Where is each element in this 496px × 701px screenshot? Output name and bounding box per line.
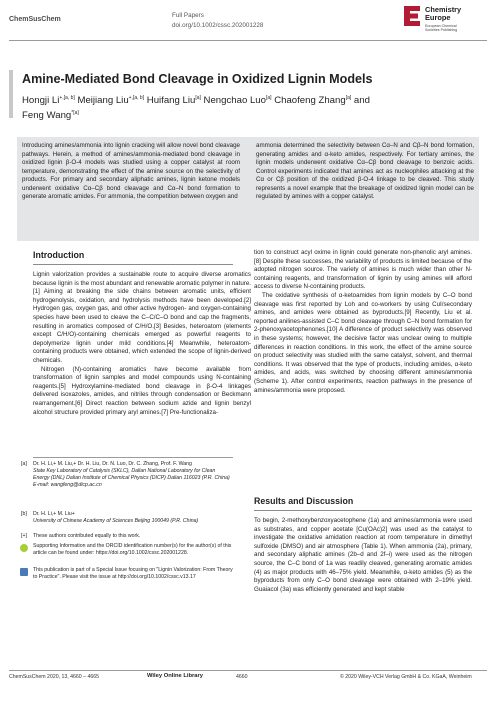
header-divider bbox=[9, 40, 487, 41]
author-name: Meijiang Liu bbox=[77, 95, 129, 106]
article-title: Amine-Mediated Bond Cleavage in Oxidized Lignin Models bbox=[22, 72, 373, 86]
author-affiliation: +,[a, b] bbox=[59, 95, 75, 101]
article-doi-link[interactable]: doi.org/10.1002/cssc.202001228 bbox=[172, 22, 264, 29]
footnote-special-issue bbox=[33, 567, 233, 581]
footnote-institution: University of Chinese Academy of Sciences Beijing 100049 (P.R. China) bbox=[33, 518, 199, 525]
paragraph: Nitrogen (N)-containing aromatics have become available from transformation of lignin samples and model compounds using N-containing reagents.[5] Hydroxylamine-mediated bond cleavage in β-O-4 linkages delivered isoxazoles, amides, and nitriles through condensation or Beckmann rearrangement.[6] Direct reaction between sodium azide and lignin benzyl alcohol structure provided primary aryl amines.[7] Pre-functionaliza- bbox=[33, 365, 251, 416]
footnote-authors: Dr. H. Li,+ M. Liu+ bbox=[33, 511, 75, 517]
chemistry-europe-logo-icon bbox=[403, 5, 421, 27]
footnote-affiliation-a bbox=[21, 461, 233, 489]
author-conjunction: and bbox=[353, 95, 370, 106]
footnote-authors: Dr. H. Li,+ M. Liu,+ Dr. H. Liu, Dr. N. Luo, Dr. C. Zhang, Prof. F. Wang bbox=[33, 461, 192, 467]
chemistry-europe-logo bbox=[403, 4, 493, 40]
footnote-institution: State Key Laboratory of Catalysis (SKLC), Dalian National Laboratory for Clean Energy (DNL) Dalian Institute of Chemical Physics (DICP) Dalian 116023 (P.R. China) bbox=[33, 468, 230, 482]
author-name: Huifang Liu bbox=[146, 95, 196, 106]
author-affiliation: *[a] bbox=[71, 110, 79, 116]
logo-title-line-1: Chemistry bbox=[425, 5, 462, 14]
introduction-heading: Introduction bbox=[33, 250, 85, 260]
footnote-supporting-info bbox=[33, 543, 233, 557]
abstract-text-right: ammonia determined the selectivity between Cα–N and Cβ–N bond formation, generating amides and α-keto amides, respectively. For tertiary amines, the lignin models underwent oxidative Cα–Cβ bond cleavage to benzoic acids. Control experiments indicated that amines act as nucleophiles attacking at the Cα or Cβ position of the oxidized β-O-4 linkage to be cleaved. This study represents a novel example that the breakage of oxidized lignin model can be regulated by amines with a copper catalyst. bbox=[256, 142, 474, 200]
author-name: Nengchao Luo bbox=[203, 95, 266, 106]
introduction-column-2 bbox=[254, 249, 472, 395]
introduction-heading-rule bbox=[33, 264, 233, 265]
introduction-column-1 bbox=[33, 271, 251, 417]
special-issue-text[interactable]: This publication is part of a Special Issue focusing on "Lignin Valorization: From Theory to Practice". Please visit the issue at http://doi.org/10.1002/cssc.v13.17 bbox=[33, 567, 233, 581]
footnote-label: [a] bbox=[21, 461, 27, 467]
footnote-email[interactable]: E-mail: wangfeng@dicp.ac.cn bbox=[33, 482, 102, 489]
results-column bbox=[254, 517, 472, 594]
footer-divider bbox=[9, 670, 487, 671]
journal-name: ChemSusChem bbox=[9, 16, 61, 23]
logo-subtitle bbox=[425, 24, 493, 33]
footer-copyright: © 2020 Wiley-VCH Verlag GmbH & Co. KGaA, Weinheim bbox=[340, 674, 472, 680]
article-type: Full Papers bbox=[172, 12, 204, 19]
page-header bbox=[0, 0, 496, 46]
title-accent-bar bbox=[9, 70, 13, 118]
paragraph: To begin, 2-methoxybenzoxyacetophene (1a) and amines/ammonia were used as substrates, and copper acetate [Cu(OAc)2] was used as the catalyst to investigate the oxidative amidation reaction at room temperature in dimethyl sulfoxide (DMSO) and air atmosphere (Table 1). When ammonia (2a), primary, and secondary aliphatic amines (2b–d and 2f–i) were used as the nitrogen source, the C–C bond of 1a was readily cleaved, generating aromatic amides (4) as major products with 46–75% yield. Meanwhile, α-keto amides (5) as the byproducts from only C–O bond cleavage were obtained with 2–19% yield. Guaiacol (3a) was efficiently generated and kept stable bbox=[254, 517, 472, 593]
logo-title bbox=[425, 6, 461, 23]
results-heading-rule bbox=[254, 510, 472, 511]
footer-publisher[interactable]: Wiley Online Library bbox=[147, 673, 203, 679]
author-list bbox=[22, 92, 442, 122]
supporting-info-text[interactable]: Supporting Information and the ORCID identification number(s) for the author(s) of this article can be found under: https://doi.org/10.1002/cssc.202001228. bbox=[33, 543, 232, 557]
footnote-divider bbox=[33, 457, 233, 458]
paragraph: Lignin valorization provides a sustainable route to acquire diverse aromatics because lignin is the most abundant and renewable aromatic polymer in nature.[1] Aiming at breaking the side chains between aromatic units, efficient hydrogenolysis, oxidation, and hydrolysis methods have been developed.[2] Hydrogen gas, oxygen gas, and other active hydrogen- and oxygen-containing species have been used to cleave the C–C/C–O bond and cap the fragments, resulting in aromatics composed of C/H/O.[3] Besides, heteroatom (elements except C/H/O)-containing chemicals emerged as powerful reagents to depolymerize lignin under mild conditions.[4] Meanwhile, heteroatom-containing products were obtained, which extended the scope of lignin-derived chemicals. bbox=[33, 271, 251, 364]
logo-subtitle-line-1: European Chemical bbox=[425, 24, 457, 28]
author-affiliation: [a] bbox=[345, 95, 352, 101]
abstract-box bbox=[17, 137, 479, 241]
author-name: Chaofeng Zhang bbox=[274, 95, 346, 106]
results-heading: Results and Discussion bbox=[254, 496, 354, 506]
author-name: Feng Wang bbox=[22, 110, 72, 121]
author-affiliation: [a] bbox=[195, 95, 201, 101]
footnote-text: These authors contributed equally to this work. bbox=[33, 533, 141, 539]
logo-title-line-2: Europe bbox=[425, 13, 451, 23]
footnote-affiliation-b bbox=[21, 511, 233, 525]
footnote-equal-contribution bbox=[21, 533, 233, 540]
footnote-label: [+] bbox=[21, 533, 27, 539]
special-issue-icon bbox=[20, 568, 28, 576]
logo-subtitle-line-2: Societies Publishing bbox=[425, 28, 458, 33]
abstract-text-left: Introducing amines/ammonia into lignin cracking will allow novel bond cleavage pathways. Herein, a method of amines/ammonia-mediated bond cleavage in oxidized lignin β-O-4 models was studied using a copper catalyst at room temperature, demonstrating the effect of the amine source on the selectivity of products. For primary and secondary aliphatic amines, lignin ketone models underwent oxidative Cα–Cβ bond cleavage and Cα–N bond formation to generate aromatic amides. For ammonia, the competition between oxygen and bbox=[22, 142, 240, 200]
paragraph: The oxidative synthesis of α-ketoamides from lignin models by C–O bond cleavage was first reported by Loh and co-workers by using CuI/secondary amines, and amides were obtained as byproducts.[9] Recently, Liu et al. reported anilines-assisted C–C bond cleavage through C–N bond formation for 2-phenoxyacetophenones.[10] A difference of product selectivity was observed in these systems; however, the decisive factor was unclear owing to multiple differences in reaction conditions. In this work, the effect of the amine source on product selectivity was studied with the same catalyst, solvent, and thermal conditions. It was observed that the type of products, including amides, α-keto amides, and acids, was switched by choosing different amines/ammonia (Scheme 1). After control experiments, reaction pathways in the presence of amines/ammonia were proposed. bbox=[254, 291, 472, 394]
author-affiliation: +,[a, b] bbox=[128, 95, 145, 101]
author-affiliation: [a] bbox=[265, 95, 272, 101]
footer-citation: ChemSusChem 2020, 13, 4660 – 4665 bbox=[9, 674, 99, 680]
author-name: Hongji Li bbox=[22, 95, 60, 106]
page-number: 4660 bbox=[236, 674, 248, 680]
footnote-label: [b] bbox=[21, 511, 27, 517]
paragraph: tion to construct acyl oxime in lignin could generate non-phenolic aryl amines.[8] Despite these successes, the variability of products is limited because of the adopted nitrogen source. The variety of amines is much wider than other N-containing reagents, and transformation of lignin by using amines will afford access to diverse N-containing products. bbox=[254, 249, 472, 291]
orcid-icon bbox=[20, 544, 28, 552]
